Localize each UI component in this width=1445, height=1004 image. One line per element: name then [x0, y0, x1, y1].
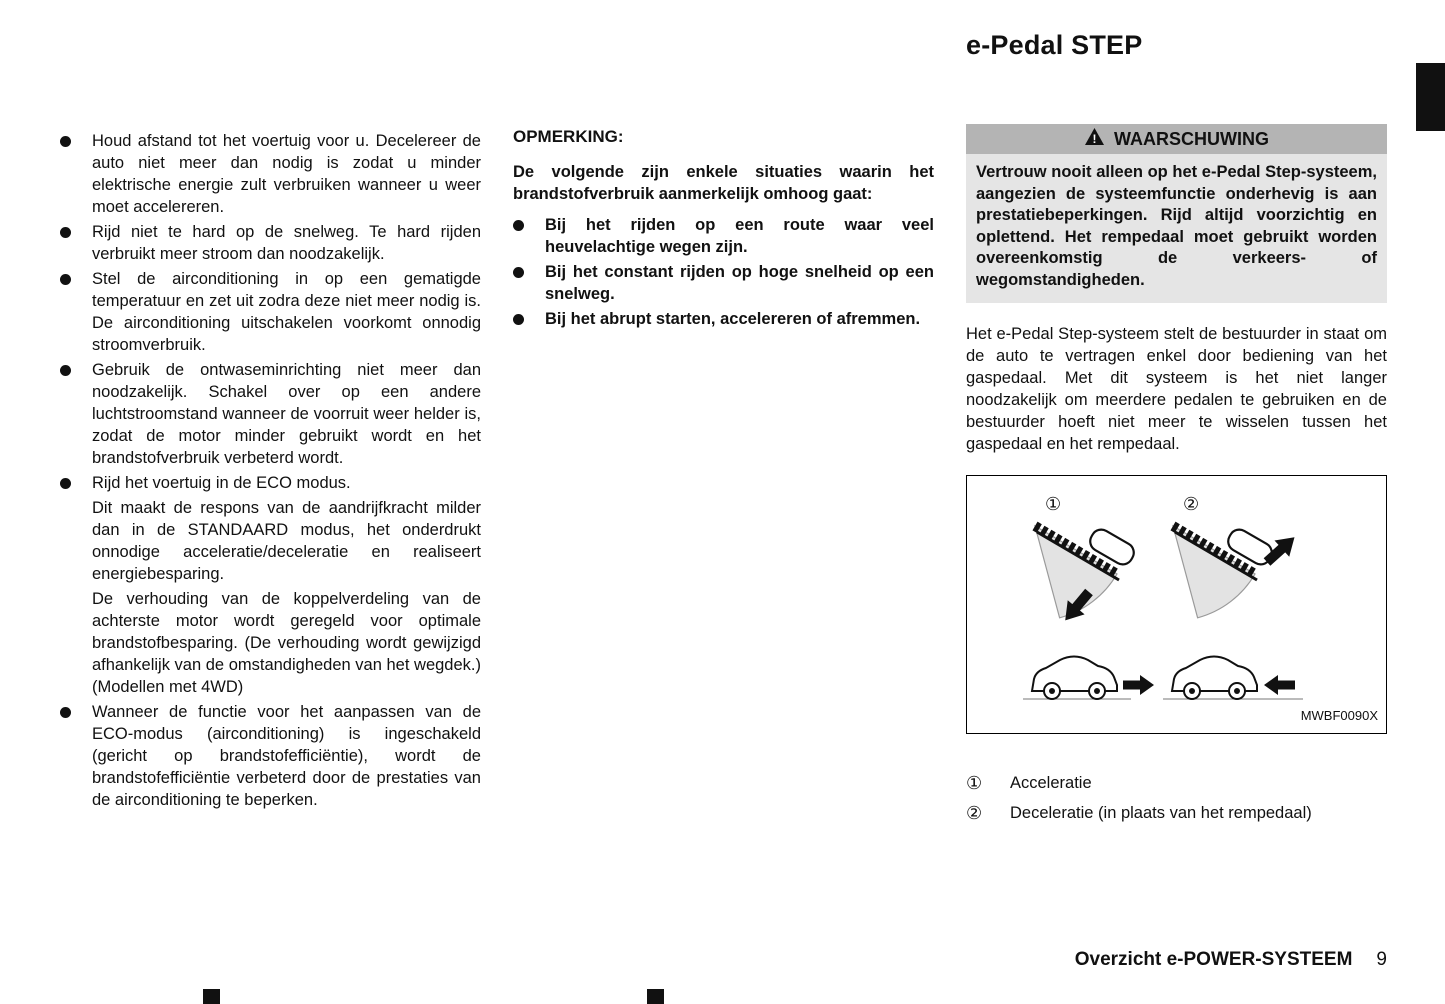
svg-text:!: !	[1092, 132, 1097, 146]
bullet-dot-icon	[60, 268, 92, 356]
legend-item	[966, 772, 1387, 794]
epedal-description: Het e-Pedal Step-systeem stelt de bestuurder in staat om de auto te vertragen enkel door bediening van het gaspedaal. Met dit systeem is het niet langer noodzakelijk om meerdere pedalen te gebruiken en de bestuurder hoeft niet meer te wisselen tussen het gaspedaal en het rempedaal.	[966, 325, 1387, 453]
note-bullet-item	[513, 261, 934, 305]
tip-bullet-item	[60, 130, 481, 218]
figure-epedal-illustration	[966, 475, 1387, 734]
note-bullet-item	[513, 214, 934, 258]
tip-bullet-item	[60, 701, 481, 811]
epedal-diagram	[967, 476, 1386, 731]
column-epedal	[966, 124, 1387, 832]
tip-bullet-item	[60, 472, 481, 494]
legend-marker: ①	[966, 773, 983, 793]
warning-triangle-icon	[1084, 127, 1105, 151]
footer-page-number: 9	[1376, 949, 1387, 970]
bullet-dot-icon	[60, 130, 92, 218]
legend-label: Acceleratie	[1010, 774, 1092, 792]
note-bullet-list	[513, 214, 934, 330]
forward-arrow-icon	[1123, 675, 1154, 695]
tip-bullet-text: Stel de airconditioning in op een gematigde temperatuur en zet uit zodra deze niet meer nodig is. De airconditioning uitschakelen voorkomt onnodig stroomverbruik.	[92, 270, 481, 354]
page-footer	[966, 949, 1387, 971]
note-heading: OPMERKING:	[513, 127, 624, 146]
page-edge-tab	[1416, 63, 1445, 131]
tip-bullet-item	[60, 268, 481, 356]
note-bullet-text: Bij het rijden op een route waar veel heuvelachtige wegen zijn.	[545, 216, 934, 256]
legend-label: Deceleratie (in plaats van het rempedaal)	[1010, 804, 1312, 822]
legend-item	[966, 802, 1387, 824]
tip-sub-paragraph: De verhouding van de koppelverdeling van de achterste motor wordt geregeld voor optimale brandstofbesparing. (De verhouding wordt gewijzigd afhankelijk van de omstandigheden van het wegdek.) (Modellen met 4WD)	[92, 590, 481, 696]
pedal-accelerate-illustration	[1035, 526, 1137, 627]
pedal-decelerate-illustration	[1173, 526, 1302, 618]
car-accelerate-illustration	[1023, 657, 1154, 700]
bullet-dot-icon	[60, 472, 92, 494]
warning-header	[966, 124, 1387, 154]
bullet-dot-icon	[60, 359, 92, 469]
bullet-dot-icon	[513, 214, 545, 258]
tip-bullet-text: Rijd het voertuig in de ECO modus.	[92, 474, 351, 492]
bullet-dot-icon	[513, 261, 545, 305]
tip-bullet-text: Rijd niet te hard op de snelweg. Te hard rijden verbruikt meer stroom dan noodzakelijk.	[92, 223, 481, 263]
column-driving-tips	[60, 130, 481, 814]
tip-bullet-item	[60, 221, 481, 265]
print-registration-mark	[203, 989, 220, 1004]
tip-bullet-item	[60, 359, 481, 469]
legend-marker: ②	[966, 803, 983, 823]
warning-body: Vertrouw nooit alleen op het e-Pedal Step-systeem, aangezien de systeemfunctie onderhevig is aan prestatiebeperkingen. Rijd altijd voorzichtig en oplettend. Het rempedaal moet gebruikt worden overeenkomstig de verkeers- of wegomstandigheden.	[966, 154, 1387, 303]
tip-bullet-text: Houd afstand tot het voertuig voor u. Decelereer de auto niet meer dan nodig is zodat u minder elektrische energie zult verbruiken wanneer u weer moet accelereren.	[92, 132, 481, 216]
warning-box	[966, 124, 1387, 303]
figure-marker-1: ①	[1045, 494, 1062, 514]
note-bullet-text: Bij het constant rijden op hoge snelheid op een snelweg.	[545, 263, 934, 303]
figure-marker-2: ②	[1183, 494, 1200, 514]
car-decelerate-illustration	[1163, 657, 1303, 700]
note-bullet-text: Bij het abrupt starten, accelereren of afremmen.	[545, 310, 921, 328]
page-title: e-Pedal STEP	[966, 30, 1143, 60]
tip-bullet-text: Wanneer de functie voor het aanpassen van de ECO-modus (airconditioning) is ingeschakeld (gericht op brandstofefficiëntie), wordt de brandstofefficiëntie verbeterd door de prestaties van de airconditioning te beperken.	[92, 703, 481, 809]
column-note	[513, 126, 934, 333]
tip-bullet-text: Gebruik de ontwaseminrichting niet meer dan noodzakelijk. Schakel over op een andere luchtstroomstand wanneer de voorruit weer helder is, zodat de motor minder gebruikt wordt en het brandstofverbruik verbeterd wordt.	[92, 361, 481, 467]
print-registration-mark	[647, 989, 664, 1004]
bullet-dot-icon	[60, 221, 92, 265]
figure-code: MWBF0090X	[1300, 708, 1378, 723]
bullet-dot-icon	[513, 308, 545, 330]
bullet-dot-icon	[60, 701, 92, 811]
figure-legend	[966, 772, 1387, 824]
footer-section-title: Overzicht e-POWER-SYSTEEM	[1074, 949, 1353, 970]
warning-title: WAARSCHUWING	[1114, 129, 1269, 149]
note-bullet-item	[513, 308, 934, 330]
note-intro: De volgende zijn enkele situaties waarin het brandstofverbruik aanmerkelijk omhoog gaat:	[513, 163, 934, 203]
backward-arrow-icon	[1264, 675, 1295, 695]
tip-sub-paragraph: Dit maakt de respons van de aandrijfkracht milder dan in de STANDAARD modus, het onderdrukt onnodige acceleratie/deceleratie en realiseert energiebesparing.	[92, 499, 481, 583]
